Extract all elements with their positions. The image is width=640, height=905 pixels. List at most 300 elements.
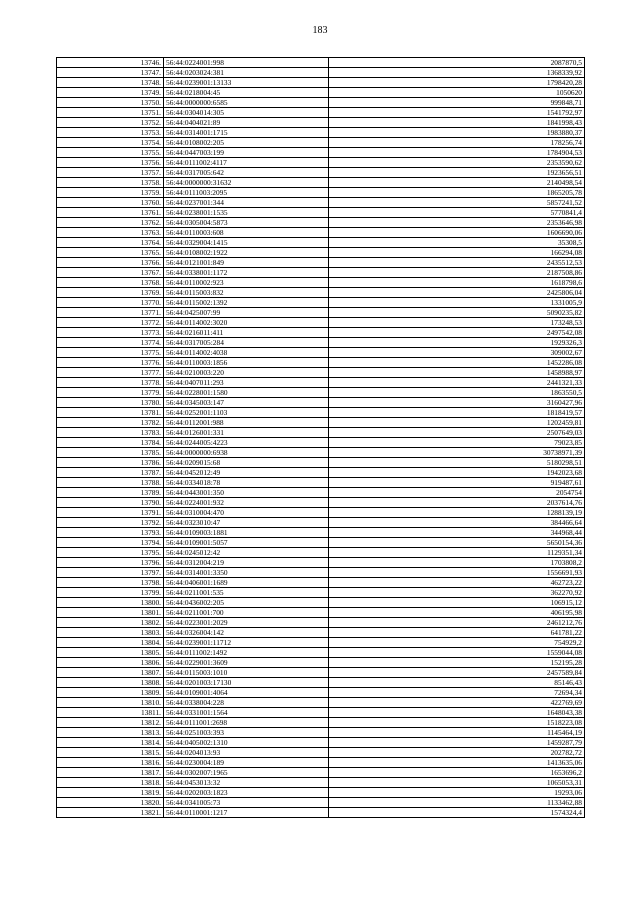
value-cell: 166294,08 [329,248,585,258]
cadastral-number-cell: 56:44:0229001:3609 [164,658,329,668]
table-row [57,438,585,448]
table-row [57,118,585,128]
cadastral-number-cell: 56:44:0000000:6585 [164,98,329,108]
value-cell: 1518223,08 [329,718,585,728]
cadastral-number-cell: 56:44:0108002:1922 [164,248,329,258]
value-cell: 462723,22 [329,578,585,588]
value-cell: 1942023,68 [329,468,585,478]
cadastral-number-cell: 56:44:0317005:284 [164,338,329,348]
table-row [57,408,585,418]
cadastral-number-cell: 56:44:0314001:3350 [164,568,329,578]
table-row [57,188,585,198]
cadastral-number-cell: 56:44:0323010:47 [164,518,329,528]
table-row [57,748,585,758]
row-number-cell: 13776. [57,358,164,368]
table-row [57,768,585,778]
row-number-cell: 13775. [57,348,164,358]
value-cell: 1574324,4 [329,808,585,818]
value-cell: 2425806,04 [329,288,585,298]
table-row [57,738,585,748]
row-number-cell: 13807. [57,668,164,678]
table-row [57,698,585,708]
cadastral-number-cell: 56:44:0317005:642 [164,168,329,178]
table-row [57,378,585,388]
cadastral-number-cell: 56:44:0209015:68 [164,458,329,468]
value-cell: 2461212,76 [329,618,585,628]
table-row [57,348,585,358]
table-row [57,238,585,248]
row-number-cell: 13808. [57,678,164,688]
row-number-cell: 13747. [57,68,164,78]
cadastral-number-cell: 56:44:0115002:1392 [164,298,329,308]
row-number-cell: 13758. [57,178,164,188]
cadastral-number-cell: 56:44:0211001:535 [164,588,329,598]
table-row [57,88,585,98]
row-number-cell: 13774. [57,338,164,348]
row-number-cell: 13804. [57,638,164,648]
cadastral-number-cell: 56:44:0202003:1823 [164,788,329,798]
cadastral-number-cell: 56:44:0115003:832 [164,288,329,298]
table-row [57,508,585,518]
row-number-cell: 13785. [57,448,164,458]
row-number-cell: 13806. [57,658,164,668]
value-cell: 1331005,9 [329,298,585,308]
table-row [57,618,585,628]
row-number-cell: 13787. [57,468,164,478]
value-cell: 1145464,19 [329,728,585,738]
row-number-cell: 13750. [57,98,164,108]
value-cell: 72694,34 [329,688,585,698]
value-cell: 1983880,37 [329,128,585,138]
row-number-cell: 13746. [57,58,164,68]
value-cell: 362270,92 [329,588,585,598]
cadastral-number-cell: 56:44:0305004:5873 [164,218,329,228]
cadastral-number-cell: 56:44:0211001:700 [164,608,329,618]
table-row [57,248,585,258]
value-cell: 152195,28 [329,658,585,668]
row-number-cell: 13800. [57,598,164,608]
table-row [57,758,585,768]
cadastral-number-cell: 56:44:0114002:4038 [164,348,329,358]
table-row [57,608,585,618]
cadastral-number-cell: 56:44:0126001:331 [164,428,329,438]
row-number-cell: 13816. [57,758,164,768]
value-cell: 2140498,54 [329,178,585,188]
row-number-cell: 13767. [57,268,164,278]
cadastral-number-cell: 56:44:0407011:293 [164,378,329,388]
value-cell: 1841998,43 [329,118,585,128]
table-row [57,448,585,458]
value-cell: 1606690,06 [329,228,585,238]
value-cell: 173248,53 [329,318,585,328]
value-cell: 2507649,03 [329,428,585,438]
cadastral-number-cell: 56:44:0111002:4117 [164,158,329,168]
value-cell: 1065053,31 [329,778,585,788]
value-cell: 1368339,92 [329,68,585,78]
cadastral-number-cell: 56:44:0338004:228 [164,698,329,708]
table-row [57,58,585,68]
cadastral-number-cell: 56:44:0436002:205 [164,598,329,608]
table-row [57,128,585,138]
table-row [57,168,585,178]
value-cell: 2457589,84 [329,668,585,678]
cadastral-number-cell: 56:44:0224001:998 [164,58,329,68]
table-body [57,58,585,818]
row-number-cell: 13755. [57,148,164,158]
value-cell: 2037614,76 [329,498,585,508]
cadastral-number-cell: 56:44:0239001:13133 [164,78,329,88]
row-number-cell: 13752. [57,118,164,128]
cadastral-number-cell: 56:44:0000000:31632 [164,178,329,188]
table-row [57,208,585,218]
row-number-cell: 13797. [57,568,164,578]
table-row [57,578,585,588]
value-cell: 30738971,39 [329,448,585,458]
table-row [57,258,585,268]
value-cell: 1413635,06 [329,758,585,768]
row-number-cell: 13759. [57,188,164,198]
cadastral-number-cell: 56:44:0110001:1217 [164,808,329,818]
table-row [57,488,585,498]
cadastral-number-cell: 56:44:0223001:2029 [164,618,329,628]
value-cell: 384466,64 [329,518,585,528]
value-cell: 1458988,97 [329,368,585,378]
cadastral-number-cell: 56:44:0218004:45 [164,88,329,98]
value-cell: 106915,12 [329,598,585,608]
row-number-cell: 13761. [57,208,164,218]
cadastral-number-cell: 56:44:0224001:932 [164,498,329,508]
table-row [57,598,585,608]
value-cell: 1818419,57 [329,408,585,418]
row-number-cell: 13818. [57,778,164,788]
value-cell: 1863550,5 [329,388,585,398]
cadastral-number-cell: 56:44:0111001:2698 [164,718,329,728]
row-number-cell: 13751. [57,108,164,118]
table-row [57,498,585,508]
cadastral-number-cell: 56:44:0406001:1689 [164,578,329,588]
table-row [57,808,585,818]
cadastral-number-cell: 56:44:0237001:344 [164,198,329,208]
value-cell: 2353646,98 [329,218,585,228]
row-number-cell: 13796. [57,558,164,568]
row-number-cell: 13792. [57,518,164,528]
cadastral-number-cell: 56:44:0203024:381 [164,68,329,78]
row-number-cell: 13811. [57,708,164,718]
row-number-cell: 13782. [57,418,164,428]
value-cell: 2497542,08 [329,328,585,338]
cadastral-table [56,57,585,818]
cadastral-number-cell: 56:44:0329004:1415 [164,238,329,248]
table-row [57,98,585,108]
row-number-cell: 13766. [57,258,164,268]
table-row [57,468,585,478]
value-cell: 1798420,28 [329,78,585,88]
table-row [57,778,585,788]
cadastral-number-cell: 56:44:0310004:470 [164,508,329,518]
table-row [57,388,585,398]
row-number-cell: 13770. [57,298,164,308]
value-cell: 1129351,34 [329,548,585,558]
table-row [57,358,585,368]
cadastral-number-cell: 56:44:0111002:1492 [164,648,329,658]
cadastral-number-cell: 56:44:0425007:99 [164,308,329,318]
cadastral-number-cell: 56:44:0443001:350 [164,488,329,498]
table-row [57,428,585,438]
cadastral-number-cell: 56:44:0251003:393 [164,728,329,738]
row-number-cell: 13813. [57,728,164,738]
row-number-cell: 13772. [57,318,164,328]
cadastral-number-cell: 56:44:0345003:147 [164,398,329,408]
table-row [57,278,585,288]
value-cell: 1202459,81 [329,418,585,428]
value-cell: 406195,98 [329,608,585,618]
table-row [57,458,585,468]
value-cell: 1703808,2 [329,558,585,568]
table-row [57,518,585,528]
table-row [57,678,585,688]
value-cell: 5770841,4 [329,208,585,218]
cadastral-table-container [56,57,584,818]
row-number-cell: 13763. [57,228,164,238]
table-row [57,628,585,638]
row-number-cell: 13817. [57,768,164,778]
value-cell: 178256,74 [329,138,585,148]
table-row [57,418,585,428]
cadastral-number-cell: 56:44:0201003:17130 [164,678,329,688]
cadastral-number-cell: 56:44:0453013:32 [164,778,329,788]
cadastral-number-cell: 56:44:0109001:4064 [164,688,329,698]
row-number-cell: 13802. [57,618,164,628]
table-row [57,328,585,338]
value-cell: 3160427,96 [329,398,585,408]
row-number-cell: 13798. [57,578,164,588]
row-number-cell: 13812. [57,718,164,728]
cadastral-number-cell: 56:44:0334018:78 [164,478,329,488]
table-row [57,298,585,308]
value-cell: 1050620 [329,88,585,98]
table-row [57,68,585,78]
table-row [57,548,585,558]
value-cell: 1288139,19 [329,508,585,518]
table-row [57,78,585,88]
value-cell: 1541792,97 [329,108,585,118]
table-row [57,588,585,598]
value-cell: 1865205,78 [329,188,585,198]
row-number-cell: 13748. [57,78,164,88]
value-cell: 1653696,2 [329,768,585,778]
value-cell: 754929,2 [329,638,585,648]
cadastral-number-cell: 56:44:0109003:1881 [164,528,329,538]
cadastral-number-cell: 56:44:0245012:42 [164,548,329,558]
table-row [57,688,585,698]
cadastral-number-cell: 56:44:0115003:1010 [164,668,329,678]
value-cell: 202782,72 [329,748,585,758]
row-number-cell: 13805. [57,648,164,658]
cadastral-number-cell: 56:44:0210003:220 [164,368,329,378]
cadastral-number-cell: 56:44:0110003:1856 [164,358,329,368]
value-cell: 5180298,51 [329,458,585,468]
row-number-cell: 13764. [57,238,164,248]
cadastral-number-cell: 56:44:0304014:305 [164,108,329,118]
cadastral-number-cell: 56:44:0230004:189 [164,758,329,768]
row-number-cell: 13773. [57,328,164,338]
table-row [57,338,585,348]
cadastral-number-cell: 56:44:0239001:11712 [164,638,329,648]
cadastral-number-cell: 56:44:0302007:1965 [164,768,329,778]
cadastral-number-cell: 56:44:0252001:1103 [164,408,329,418]
row-number-cell: 13795. [57,548,164,558]
row-number-cell: 13799. [57,588,164,598]
table-row [57,478,585,488]
row-number-cell: 13778. [57,378,164,388]
row-number-cell: 13803. [57,628,164,638]
page-number: 183 [312,25,328,36]
value-cell: 1459287,79 [329,738,585,748]
value-cell: 2441321,33 [329,378,585,388]
cadastral-number-cell: 56:44:0238001:1535 [164,208,329,218]
row-number-cell: 13769. [57,288,164,298]
table-row [57,718,585,728]
table-row [57,108,585,118]
value-cell: 999848,71 [329,98,585,108]
row-number-cell: 13801. [57,608,164,618]
row-number-cell: 13794. [57,538,164,548]
cadastral-number-cell: 56:44:0109001:5057 [164,538,329,548]
value-cell: 1929326,3 [329,338,585,348]
cadastral-number-cell: 56:44:0108002:205 [164,138,329,148]
value-cell: 641781,22 [329,628,585,638]
table-row [57,148,585,158]
table-row [57,288,585,298]
row-number-cell: 13809. [57,688,164,698]
row-number-cell: 13784. [57,438,164,448]
row-number-cell: 13781. [57,408,164,418]
value-cell: 2435512,53 [329,258,585,268]
row-number-cell: 13790. [57,498,164,508]
value-cell: 85146,43 [329,678,585,688]
cadastral-number-cell: 56:44:0204013:93 [164,748,329,758]
value-cell: 19293,06 [329,788,585,798]
table-row [57,158,585,168]
value-cell: 1618798,6 [329,278,585,288]
table-row [57,318,585,328]
cadastral-number-cell: 56:44:0404021:89 [164,118,329,128]
table-row [57,658,585,668]
cadastral-number-cell: 56:44:0338001:1172 [164,268,329,278]
row-number-cell: 13791. [57,508,164,518]
table-row [57,228,585,238]
row-number-cell: 13783. [57,428,164,438]
value-cell: 1556691,93 [329,568,585,578]
table-row [57,568,585,578]
table-row [57,558,585,568]
cadastral-number-cell: 56:44:0326004:142 [164,628,329,638]
value-cell: 35308,5 [329,238,585,248]
row-number-cell: 13793. [57,528,164,538]
table-row [57,308,585,318]
row-number-cell: 13780. [57,398,164,408]
table-row [57,178,585,188]
cadastral-number-cell: 56:44:0110003:608 [164,228,329,238]
table-row [57,218,585,228]
cadastral-number-cell: 56:44:0000000:6938 [164,448,329,458]
cadastral-number-cell: 56:44:0244005:4223 [164,438,329,448]
value-cell: 2087870,5 [329,58,585,68]
row-number-cell: 13753. [57,128,164,138]
value-cell: 344968,44 [329,528,585,538]
table-row [57,648,585,658]
value-cell: 422769,69 [329,698,585,708]
table-row [57,268,585,278]
row-number-cell: 13814. [57,738,164,748]
table-row [57,728,585,738]
value-cell: 5857241,52 [329,198,585,208]
table-row [57,538,585,548]
value-cell: 1784904,53 [329,148,585,158]
row-number-cell: 13757. [57,168,164,178]
table-row [57,638,585,648]
value-cell: 79023,85 [329,438,585,448]
value-cell: 919487,61 [329,478,585,488]
value-cell: 5090235,82 [329,308,585,318]
cadastral-number-cell: 56:44:0312004:219 [164,558,329,568]
cadastral-number-cell: 56:44:0121001:849 [164,258,329,268]
value-cell: 1559044,08 [329,648,585,658]
row-number-cell: 13789. [57,488,164,498]
cadastral-number-cell: 56:44:0314001:1715 [164,128,329,138]
table-row [57,708,585,718]
cadastral-number-cell: 56:44:0331001:1564 [164,708,329,718]
cadastral-number-cell: 56:44:0452012:49 [164,468,329,478]
row-number-cell: 13820. [57,798,164,808]
table-row [57,798,585,808]
value-cell: 5650154,36 [329,538,585,548]
cadastral-number-cell: 56:44:0341005:73 [164,798,329,808]
value-cell: 1923656,51 [329,168,585,178]
row-number-cell: 13815. [57,748,164,758]
row-number-cell: 13821. [57,808,164,818]
row-number-cell: 13768. [57,278,164,288]
row-number-cell: 13777. [57,368,164,378]
row-number-cell: 13760. [57,198,164,208]
row-number-cell: 13771. [57,308,164,318]
row-number-cell: 13819. [57,788,164,798]
value-cell: 309002,67 [329,348,585,358]
cadastral-number-cell: 56:44:0114002:3020 [164,318,329,328]
cadastral-number-cell: 56:44:0112001:988 [164,418,329,428]
table-row [57,398,585,408]
value-cell: 2187508,86 [329,268,585,278]
value-cell: 1133462,88 [329,798,585,808]
row-number-cell: 13749. [57,88,164,98]
row-number-cell: 13756. [57,158,164,168]
cadastral-number-cell: 56:44:0216011:411 [164,328,329,338]
table-row [57,668,585,678]
row-number-cell: 13762. [57,218,164,228]
row-number-cell: 13765. [57,248,164,258]
value-cell: 2054754 [329,488,585,498]
table-row [57,198,585,208]
cadastral-number-cell: 56:44:0405002:1310 [164,738,329,748]
row-number-cell: 13810. [57,698,164,708]
cadastral-number-cell: 56:44:0228001:1580 [164,388,329,398]
cadastral-number-cell: 56:44:0110002:923 [164,278,329,288]
table-row [57,528,585,538]
row-number-cell: 13779. [57,388,164,398]
table-row [57,368,585,378]
cadastral-number-cell: 56:44:0447003:199 [164,148,329,158]
table-row [57,138,585,148]
